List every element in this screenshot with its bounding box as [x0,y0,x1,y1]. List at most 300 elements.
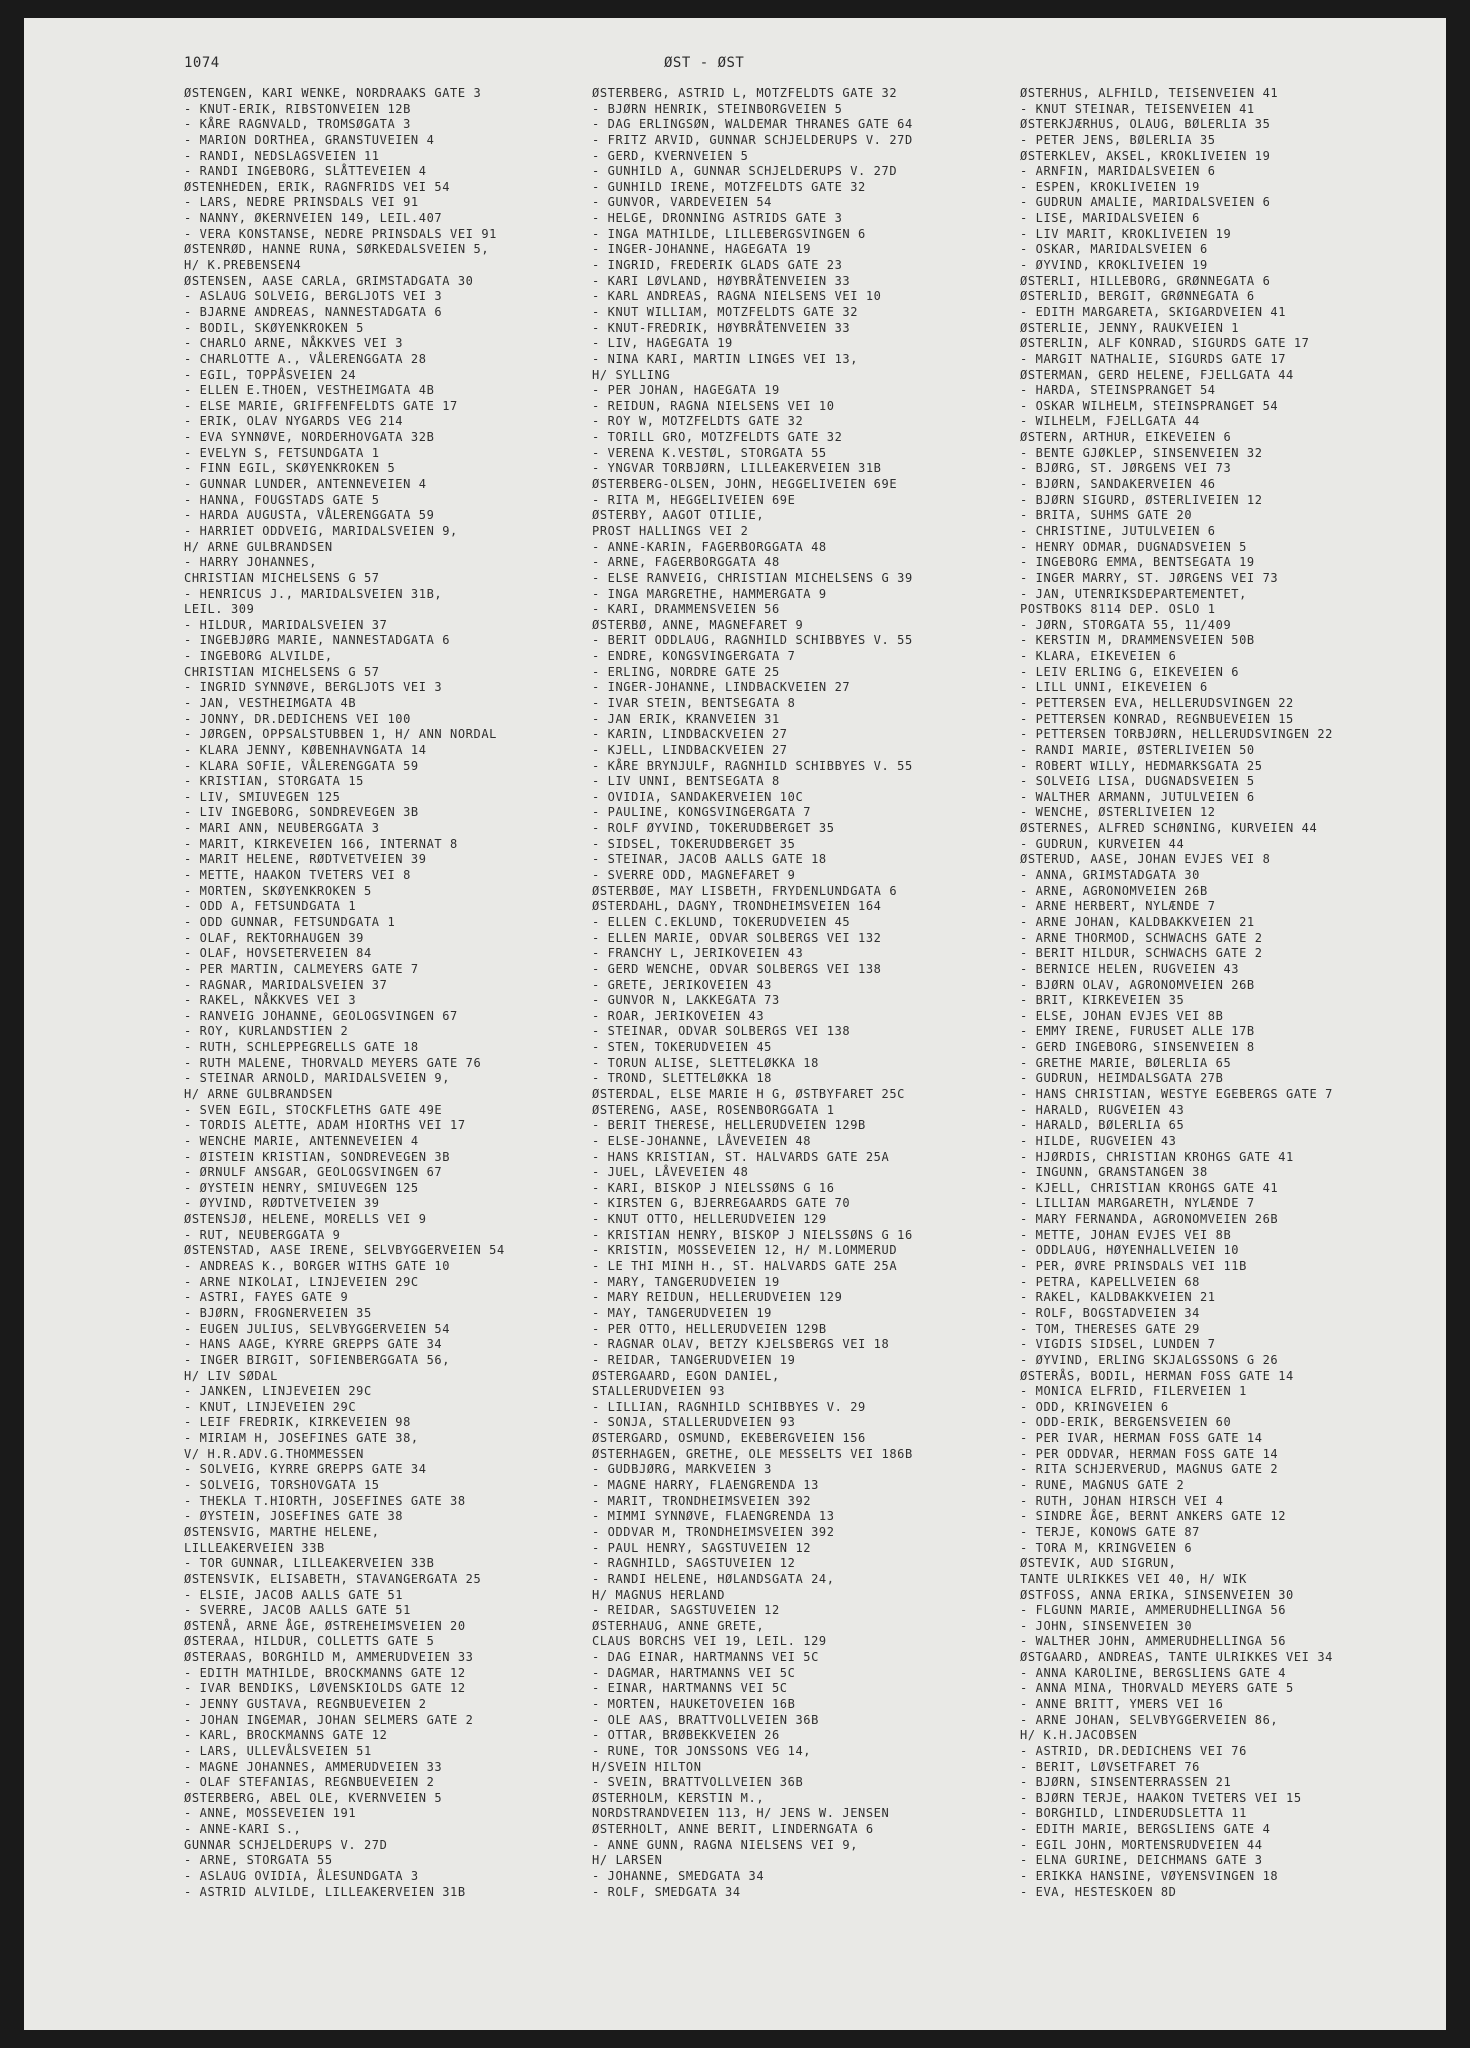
directory-entry: - JOHANNE, SMEDGATA 34 [592,1869,765,1884]
directory-entry: - ERIKKA HANSINE, VØYENSVINGEN 18 [1020,1869,1279,1884]
directory-entry: - HILDUR, MARIDALSVEIEN 37 [184,617,388,632]
directory-entry: - LIV, SMIUVEGEN 125 [184,789,341,804]
directory-entry: STALLERUDVEIEN 93 [592,1384,726,1399]
directory-entry: ØSTERMAN, GERD HELENE, FJELLGATA 44 [1020,367,1294,382]
directory-entry: ØSTERUD, AASE, JOHAN EVJES VEI 8 [1020,852,1271,867]
directory-entry: - VERENA K.VESTØL, STORGATA 55 [592,445,827,460]
directory-entry: ØSTENHEDEN, ERIK, RAGNFRIDS VEI 54 [184,179,451,194]
directory-entry: ØSTERDAL, ELSE MARIE H G, ØSTBYFARET 25C [592,1087,905,1101]
directory-entry: ØSTERLID, BERGIT, GRØNNEGATA 6 [1020,289,1255,304]
directory-entry: H/ K.H.JACOBSEN [1020,1728,1138,1743]
directory-entry: - HARALD, RUGVEIEN 43 [1020,1102,1185,1117]
directory-entry: PROST HALLINGS VEI 2 [592,523,749,538]
directory-entry: - FLGUNN MARIE, AMMERUDHELLINGA 56 [1020,1603,1287,1618]
directory-entry: - LIV MARIT, KROKLIVEIEN 19 [1020,226,1232,241]
directory-entry: - BJØRN, SANDAKERVEIEN 46 [1020,477,1216,492]
directory-entry: - BJØRN OLAV, AGRONOMVEIEN 26B [1020,977,1255,992]
directory-entry: - KARI, BISKOP J NIELSSØNS G 16 [592,1180,835,1195]
directory-entry: - HELGE, DRONNING ASTRIDS GATE 3 [592,211,843,226]
directory-entry: - PER MARTIN, CALMEYERS GATE 7 [184,961,419,976]
directory-entry: - INGEBORG ALVILDE, [184,649,333,664]
directory-entry: - PETTERSEN EVA, HELLERUDSVINGEN 22 [1020,695,1294,710]
directory-entry: - MIMMI SYNNØVE, FLAENGRENDA 13 [592,1509,835,1524]
directory-entry: - ENDRE, KONGSVINGERGATA 7 [592,649,796,664]
directory-entry: - KNUT OTTO, HELLERUDVEIEN 129 [592,1212,827,1227]
directory-entry: - KÅRE BRYNJULF, RAGNHILD SCHIBBYES V. 55 [592,758,913,773]
directory-entry: - RUTH, JOHAN HIRSCH VEI 4 [1020,1493,1224,1508]
directory-entry: - SOLVEIG, TORSHOVGATA 15 [184,1478,380,1493]
directory-entry: ØSTERÅS, BODIL, HERMAN FOSS GATE 14 [1020,1368,1294,1383]
directory-entry: - ASTRID ALVILDE, LILLEAKERVEIEN 31B [184,1884,466,1899]
directory-entry: - HJØRDIS, CHRISTIAN KROHGS GATE 41 [1020,1149,1294,1164]
directory-entry: - HARDA AUGUSTA, VÅLERENGGATA 59 [184,508,435,523]
directory-entry: - LE THI MINH H., ST. HALVARDS GATE 25A [592,1259,898,1274]
directory-entry: - PETTERSEN KONRAD, REGNBUEVEIEN 15 [1020,711,1294,726]
directory-entry: ØSTERENG, AASE, ROSENBORGGATA 1 [592,1102,835,1117]
directory-entry: - ØYSTEIN HENRY, SMIUVEGEN 125 [184,1180,419,1195]
directory-entry: - ANNA, GRIMSTADGATA 30 [1020,868,1200,883]
directory-entry: GUNNAR SCHJELDERUPS V. 27D [184,1837,388,1852]
directory-entry: - GERD WENCHE, ODVAR SOLBERGS VEI 138 [592,961,882,976]
directory-entry: - EUGEN JULIUS, SELVBYGGERVEIEN 54 [184,1321,451,1336]
directory-entry: - OLAF STEFANIAS, REGNBUEVEIEN 2 [184,1775,435,1790]
directory-entry: - BJØRN HENRIK, STEINBORGVEIEN 5 [592,101,843,116]
directory-entry: ØSTENGEN, KARI WENKE, NORDRAAKS GATE 3 [184,86,482,100]
directory-entry: - PER, ØVRE PRINSDALS VEI 11B [1020,1259,1247,1274]
directory-entry: - ASLAUG SOLVEIG, BERGLJOTS VEI 3 [184,289,443,304]
directory-entry: - NINA KARI, MARTIN LINGES VEI 13, [592,351,859,366]
directory-entry: H/ ARNE GULBRANDSEN [184,539,333,554]
directory-entry: ØSTERGAARD, EGON DANIEL, [592,1368,780,1383]
directory-entry: - BERIT HILDUR, SCHWACHS GATE 2 [1020,946,1263,961]
directory-entry: - BERIT, LØVSETFARET 76 [1020,1759,1200,1774]
directory-entry: - INGER-JOHANNE, LINDBACKVEIEN 27 [592,680,851,695]
directory-entry: CHRISTIAN MICHELSENS G 57 [184,664,380,679]
directory-entry: ØSTERKJÆRHUS, OLAUG, BØLERLIA 35 [1020,117,1271,132]
directory-entry: - RANDI HELENE, HØLANDSGATA 24, [592,1571,835,1586]
directory-entry: - EVA, HESTESKOEN 8D [1020,1884,1177,1899]
directory-entry: - ROLF, SMEDGATA 34 [592,1884,741,1899]
directory-entry: - PAULINE, KONGSVINGERGATA 7 [592,805,812,820]
directory-entry: ØSTERAAS, BORGHILD M, AMMERUDVEIEN 33 [184,1650,474,1665]
directory-entry: - RAGNAR OLAV, BETZY KJELSBERGS VEI 18 [592,1337,890,1352]
directory-entry: - GERD, KVERNVEIEN 5 [592,148,749,163]
directory-entry: - LARS, NEDRE PRINSDALS VEI 91 [184,195,419,210]
directory-entry: - ODD, KRINGVEIEN 6 [1020,1399,1169,1414]
directory-entry: - THEKLA T.HIORTH, JOSEFINES GATE 38 [184,1493,466,1508]
directory-entry: - JENNY GUSTAVA, REGNBUEVEIEN 2 [184,1696,427,1711]
directory-entry: - ASLAUG OVIDIA, ÅLESUNDGATA 3 [184,1869,419,1884]
directory-entry: - ELSE RANVEIG, CHRISTIAN MICHELSENS G 39 [592,570,913,585]
directory-entry: - ELSE, JOHAN EVJES VEI 8B [1020,1008,1224,1023]
directory-entry: - BJØRG, ST. JØRGENS VEI 73 [1020,461,1232,476]
directory-entry: - KLARA SOFIE, VÅLERENGGATA 59 [184,758,419,773]
directory-entry: - WALTHER JOHN, AMMERUDHELLINGA 56 [1020,1634,1287,1649]
directory-entry: - RANDI INGEBORG, SLÅTTEVEIEN 4 [184,164,427,179]
directory-entry: - LILLIAN, RAGNHILD SCHIBBYES V. 29 [592,1399,866,1414]
directory-entry: - ØISTEIN KRISTIAN, SONDREVEGEN 3B [184,1149,451,1164]
directory-entry: - RUTH MALENE, THORVALD MEYERS GATE 76 [184,1055,482,1070]
directory-entry: - ROY W, MOTZFELDTS GATE 32 [592,414,804,429]
directory-entry: - REIDUN, RAGNA NIELSENS VEI 10 [592,398,835,413]
directory-entry: - ANNE GUNN, RAGNA NIELSENS VEI 9, [592,1837,859,1852]
directory-entry: - ØYVIND, KROKLIVEIEN 19 [1020,258,1208,273]
directory-entry: - ODD-ERIK, BERGENSVEIEN 60 [1020,1415,1232,1430]
directory-entry: - LIV INGEBORG, SONDREVEGEN 3B [184,805,419,820]
directory-entry: - KJELL, LINDBACKVEIEN 27 [592,742,788,757]
directory-entry: LILLEAKERVEIEN 33B [184,1540,325,1555]
directory-entry: ØSTERKLEV, AKSEL, KROKLIVEIEN 19 [1020,148,1271,163]
directory-entry: ØSTERBØ, ANNE, MAGNEFARET 9 [592,617,804,632]
directory-entry: CHRISTIAN MICHELSENS G 57 [184,570,380,585]
directory-entry: - RAGNHILD, SAGSTUVEIEN 12 [592,1556,796,1571]
directory-entry: - DAG ERLINGSØN, WALDEMAR THRANES GATE 64 [592,117,913,132]
directory-entry: - CHARLO ARNE, NÅKKVES VEI 3 [184,336,404,351]
directory-entry: - TOM, THERESES GATE 29 [1020,1321,1200,1336]
directory-entry: - FRANCHY L, JERIKOVEIEN 43 [592,946,804,961]
directory-entry: - INGER MARRY, ST. JØRGENS VEI 73 [1020,570,1279,585]
directory-entry: - CHRISTINE, JUTULVEIEN 6 [1020,523,1216,538]
directory-entry: - TORUN ALISE, SLETTELØKKA 18 [592,1055,819,1070]
directory-entry: - KARIN, LINDBACKVEIEN 27 [592,727,788,742]
directory-entry: - INGA MARGRETHE, HAMMERGATA 9 [592,586,827,601]
directory-entry: - LEIV ERLING G, EIKEVEIEN 6 [1020,664,1240,679]
directory-entry: - EGIL JOHN, MORTENSRUDVEIEN 44 [1020,1837,1263,1852]
directory-entry: ØSTERHAGEN, GRETHE, OLE MESSELTS VEI 186B [592,1446,913,1461]
directory-entry: - BJØRN, FROGNERVEIEN 35 [184,1305,372,1320]
directory-entry: - SVEIN, BRATTVOLLVEIEN 36B [592,1775,804,1790]
directory-entry: ØSTENSJØ, HELENE, MORELLS VEI 9 [184,1212,427,1227]
directory-entry: - MAGNE HARRY, FLAENGRENDA 13 [592,1478,819,1493]
directory-entry: - BODIL, SKØYENKROKEN 5 [184,320,364,335]
directory-entry: ØSTEVIK, AUD SIGRUN, [1020,1556,1177,1571]
directory-entry: - LEIF FREDRIK, KIRKEVEIEN 98 [184,1415,411,1430]
directory-entry: - GUNVOR, VARDEVEIEN 54 [592,195,772,210]
directory-entry: ØSTERNES, ALFRED SCHØNING, KURVEIEN 44 [1020,821,1318,836]
directory-entry: - WENCHE, ØSTERLIVEIEN 12 [1020,805,1216,820]
directory-entry: - OTTAR, BRØBEKKVEIEN 26 [592,1728,780,1743]
directory-entry: - PER IVAR, HERMAN FOSS GATE 14 [1020,1431,1263,1446]
directory-entry: - KIRSTEN G, BJERREGAARDS GATE 70 [592,1196,851,1211]
directory-page [24,18,1446,2030]
directory-entry: - JANKEN, LINJEVEIEN 29C [184,1384,372,1399]
directory-entry: - ERLING, NORDRE GATE 25 [592,664,780,679]
directory-entry: - ARNE JOHAN, KALDBAKKVEIEN 21 [1020,914,1255,929]
directory-entry: ØSTERLIN, ALF KONRAD, SIGURDS GATE 17 [1020,336,1310,351]
directory-entry: - ELNA GURINE, DEICHMANS GATE 3 [1020,1853,1263,1868]
directory-entry: - MARION DORTHEA, GRANSTUVEIEN 4 [184,132,435,147]
directory-entry: - HARALD, BØLERLIA 65 [1020,1118,1185,1133]
directory-column-1 [184,86,594,1900]
directory-entry: - LIV UNNI, BENTSEGATA 8 [592,774,780,789]
directory-entry: ØSTERDAHL, DAGNY, TRONDHEIMSVEIEN 164 [592,899,882,914]
directory-entry: - GUDBJØRG, MARKVEIEN 3 [592,1462,772,1477]
directory-entry: - DAGMAR, HARTMANNS VEI 5C [592,1665,796,1680]
directory-entry: - ARNE, AGRONOMVEIEN 26B [1020,883,1208,898]
directory-entry: - GRETE, JERIKOVEIEN 43 [592,977,772,992]
directory-entry: - BERIT ODDLAUG, RAGNHILD SCHIBBYES V. 55 [592,633,913,648]
directory-entry: - REIDAR, TANGERUDVEIEN 19 [592,1352,796,1367]
directory-entry: - MARIT, KIRKEVEIEN 166, INTERNAT 8 [184,836,458,851]
directory-entry: - CHARLOTTE A., VÅLERENGGATA 28 [184,351,427,366]
directory-entry: - ODD GUNNAR, FETSUNDGATA 1 [184,914,396,929]
page-number: 1074 [184,55,220,71]
directory-entry: - ELLEN C.EKLUND, TOKERUDVEIEN 45 [592,914,851,929]
directory-entry: - SOLVEIG LISA, DUGNADSVEIEN 5 [1020,774,1255,789]
directory-entry: - PAUL HENRY, SAGSTUVEIEN 12 [592,1540,812,1555]
directory-entry: - MARGIT NATHALIE, SIGURDS GATE 17 [1020,351,1287,366]
directory-entry: - ANNE BRITT, YMERS VEI 16 [1020,1696,1224,1711]
directory-entry: - ESPEN, KROKLIVEIEN 19 [1020,179,1200,194]
directory-entry: - JONNY, DR.DEDICHENS VEI 100 [184,711,411,726]
directory-entry: ØSTERBØE, MAY LISBETH, FRYDENLUNDGATA 6 [592,883,898,898]
directory-entry: - GERD INGEBORG, SINSENVEIEN 8 [1020,1040,1255,1055]
directory-entry: - RAKEL, KALDBAKKVEIEN 21 [1020,1290,1216,1305]
directory-entry: - SVEN EGIL, STOCKFLETHS GATE 49E [184,1102,443,1117]
directory-entry: - BJØRN TERJE, HAAKON TVETERS VEI 15 [1020,1790,1302,1805]
directory-entry: - OVIDIA, SANDAKERVEIEN 10C [592,789,804,804]
directory-entry: - JUEL, LÅVEVEIEN 48 [592,1165,749,1180]
directory-entry: ØSTENSTAD, AASE IRENE, SELVBYGGERVEIEN 54 [184,1243,505,1258]
directory-entry: - ARNFIN, MARIDALSVEIEN 6 [1020,164,1216,179]
directory-entry: - GUNHILD A, GUNNAR SCHJELDERUPS V. 27D [592,164,898,179]
directory-entry: - BORGHILD, LINDERUDSLETTA 11 [1020,1806,1247,1821]
directory-entry: - ØYVIND, ERLING SKJALGSSONS G 26 [1020,1352,1279,1367]
directory-entry: - INGER-JOHANNE, HAGEGATA 19 [592,242,812,257]
directory-entry: - ARNE THORMOD, SCHWACHS GATE 2 [1020,930,1263,945]
directory-entry: - TROND, SLETTELØKKA 18 [592,1071,772,1086]
directory-entry: ØSTERBERG, ABEL OLE, KVERNVEIEN 5 [184,1790,443,1805]
directory-entry: - TOR GUNNAR, LILLEAKERVEIEN 33B [184,1556,435,1571]
directory-entry: H/ LIV SØDAL [184,1368,278,1383]
directory-entry: - INGRID SYNNØVE, BERGLJOTS VEI 3 [184,680,443,695]
directory-entry: - MAGNE JOHANNES, AMMERUDVEIEN 33 [184,1759,443,1774]
directory-entry: ØSTGAARD, ANDREAS, TANTE ULRIKKES VEI 34 [1020,1650,1333,1665]
directory-entry: - KNUT WILLIAM, MOTZFELDTS GATE 32 [592,304,859,319]
directory-entry: - INGEBORG EMMA, BENTSEGATA 19 [1020,555,1255,570]
directory-column-3 [1020,86,1450,1900]
directory-entry: - JAN, VESTHEIMGATA 4B [184,695,357,710]
directory-entry: - GUNNAR LUNDER, ANTENNEVEIEN 4 [184,477,427,492]
directory-entry: - SVERRE ODD, MAGNEFARET 9 [592,868,796,883]
directory-entry: - MORTEN, SKØYENKROKEN 5 [184,883,372,898]
directory-entry: - KNUT STEINAR, TEISENVEIEN 41 [1020,101,1255,116]
directory-entry: ØSTERN, ARTHUR, EIKEVEIEN 6 [1020,430,1232,445]
directory-entry: H/ MAGNUS HERLAND [592,1587,726,1602]
directory-entry: - STEINAR ARNOLD, MARIDALSVEIEN 9, [184,1071,451,1086]
directory-column-2 [592,86,1012,1900]
directory-entry: - BRITA, SUHMS GATE 20 [1020,508,1193,523]
directory-entry: - WALTHER ARMANN, JUTULVEIEN 6 [1020,789,1255,804]
directory-entry: ØSTERBERG, ASTRID L, MOTZFELDTS GATE 32 [592,86,898,100]
directory-entry: - ELLEN E.THOEN, VESTHEIMGATA 4B [184,383,435,398]
directory-entry: - TORILL GRO, MOTZFELDTS GATE 32 [592,430,843,445]
directory-entry: - SVERRE, JACOB AALLS GATE 51 [184,1603,411,1618]
directory-entry: - KLARA JENNY, KØBENHAVNGATA 14 [184,742,427,757]
directory-entry: - IVAR BENDIKS, LØVENSKIOLDS GATE 12 [184,1681,466,1696]
directory-entry: - TORA M, KRINGVEIEN 6 [1020,1540,1193,1555]
directory-entry: - ARNE NIKOLAI, LINJEVEIEN 29C [184,1274,419,1289]
directory-entry: ØSTERHOLM, KERSTIN M., [592,1790,765,1805]
directory-entry: - MIRIAM H, JOSEFINES GATE 38, [184,1431,419,1446]
directory-entry: V/ H.R.ADV.G.THOMMESSEN [184,1446,364,1461]
directory-entry: - ODDLAUG, HØYENHALLVEIEN 10 [1020,1243,1240,1258]
directory-entry: - HENRY ODMAR, DUGNADSVEIEN 5 [1020,539,1247,554]
directory-entry: - INGER BIRGIT, SOFIENBERGGATA 56, [184,1352,451,1367]
directory-entry: - FINN EGIL, SKØYENKROKEN 5 [184,461,396,476]
directory-entry: - RANDI, NEDSLAGSVEIEN 11 [184,148,380,163]
directory-entry: H/SVEIN HILTON [592,1759,702,1774]
directory-entry: ØSTERBY, AAGOT OTILIE, [592,508,765,523]
directory-entry: - MARI ANN, NEUBERGGATA 3 [184,821,380,836]
directory-entry: - NANNY, ØKERNVEIEN 149, LEIL.407 [184,211,443,226]
directory-entry: - TORDIS ALETTE, ADAM HIORTHS VEI 17 [184,1118,466,1133]
directory-entry: - VIGDIS SIDSEL, LUNDEN 7 [1020,1337,1216,1352]
directory-entry: - ØRNULF ANSGAR, GEOLOGSVINGEN 67 [184,1165,443,1180]
directory-entry: - HENRICUS J., MARIDALSVEIEN 31B, [184,586,443,601]
directory-entry: - ØYVIND, RØDTVETVEIEN 39 [184,1196,380,1211]
directory-entry: - GUDRUN, HEIMDALSGATA 27B [1020,1071,1224,1086]
directory-entry: - RAKEL, NÅKKVES VEI 3 [184,993,357,1008]
directory-entry: - ERIK, OLAV NYGARDS VEG 214 [184,414,404,429]
directory-entry: - RITA SCHJERVERUD, MAGNUS GATE 2 [1020,1462,1279,1477]
directory-entry: - DAG EINAR, HARTMANNS VEI 5C [592,1650,819,1665]
directory-entry: - OLAF, HOVSETERVEIEN 84 [184,946,372,961]
directory-entry: - RANDI MARIE, ØSTERLIVEIEN 50 [1020,742,1255,757]
directory-entry: H/ SYLLING [592,367,671,382]
directory-entry: - HARRIET ODDVEIG, MARIDALSVEIEN 9, [184,523,458,538]
directory-entry: ØSTENÅ, ARNE ÅGE, ØSTREHEIMSVEIEN 20 [184,1618,466,1633]
directory-entry: - HILDE, RUGVEIEN 43 [1020,1133,1177,1148]
directory-entry: - ODD A, FETSUNDGATA 1 [184,899,357,914]
directory-entry: - JAN, UTENRIKSDEPARTEMENTET, [1020,586,1247,601]
directory-entry: - VERA KONSTANSE, NEDRE PRINSDALS VEI 91 [184,226,497,241]
directory-entry: - ANNA KAROLINE, BERGSLIENS GATE 4 [1020,1665,1287,1680]
directory-entry: - KARI LØVLAND, HØYBRÅTENVEIEN 33 [592,273,851,288]
directory-entry: - KRISTIN, MOSSEVEIEN 12, H/ M.LOMMERUD [592,1243,898,1258]
directory-entry: - KERSTIN M, DRAMMENSVEIEN 50B [1020,633,1255,648]
directory-entry: - RUNE, MAGNUS GATE 2 [1020,1478,1185,1493]
directory-entry: - FRITZ ARVID, GUNNAR SCHJELDERUPS V. 27D [592,132,913,147]
directory-entry: - ROBERT WILLY, HEDMARKSGATA 25 [1020,758,1263,773]
directory-entry: - ROLF, BOGSTADVEIEN 34 [1020,1305,1200,1320]
directory-entry: - EVELYN S, FETSUNDGATA 1 [184,445,380,460]
directory-entry: - KLARA, EIKEVEIEN 6 [1020,649,1177,664]
directory-entry: - KRISTIAN HENRY, BISKOP J NIELSSØNS G 16 [592,1227,913,1242]
directory-entry: - HANS KRISTIAN, ST. HALVARDS GATE 25A [592,1149,890,1164]
directory-entry: - TERJE, KONOWS GATE 87 [1020,1524,1200,1539]
directory-entry: H/ LARSEN [592,1853,663,1868]
directory-entry: - KNUT, LINJEVEIEN 29C [184,1399,357,1414]
directory-entry: ØSTENRØD, HANNE RUNA, SØRKEDALSVEIEN 5, [184,242,490,257]
directory-entry: - OLAF, REKTORHAUGEN 39 [184,930,364,945]
directory-entry: - HANS AAGE, KYRRE GREPPS GATE 34 [184,1337,443,1352]
directory-entry: CLAUS BORCHS VEI 19, LEIL. 129 [592,1634,827,1649]
directory-entry: - GUDRUN AMALIE, MARIDALSVEIEN 6 [1020,195,1271,210]
directory-entry: - BERIT THERESE, HELLERUDVEIEN 129B [592,1118,866,1133]
directory-entry: - IVAR STEIN, BENTSEGATA 8 [592,695,796,710]
directory-entry: - LILLIAN MARGARETH, NYLÆNDE 7 [1020,1196,1255,1211]
directory-entry: - MONICA ELFRID, FILERVEIEN 1 [1020,1384,1247,1399]
directory-entry: ØSTENSEN, AASE CARLA, GRIMSTADGATA 30 [184,273,474,288]
directory-entry: - WENCHE MARIE, ANTENNEVEIEN 4 [184,1133,419,1148]
directory-entry: - ARNE, STORGATA 55 [184,1853,333,1868]
directory-entry: - ANDREAS K., BORGER WITHS GATE 10 [184,1259,451,1274]
directory-entry: - LARS, ULLEVÅLSVEIEN 51 [184,1743,372,1758]
directory-entry: - ØYSTEIN, JOSEFINES GATE 38 [184,1509,404,1524]
directory-entry: - MORTEN, HAUKETOVEIEN 16B [592,1696,796,1711]
directory-entry: - STEN, TOKERUDVEIEN 45 [592,1040,772,1055]
directory-entry: - JOHAN INGEMAR, JOHAN SELMERS GATE 2 [184,1712,474,1727]
directory-entry: ØSTERLI, HILLEBORG, GRØNNEGATA 6 [1020,273,1271,288]
directory-entry: - SINDRE ÅGE, BERNT ANKERS GATE 12 [1020,1509,1287,1524]
directory-entry: - LILL UNNI, EIKEVEIEN 6 [1020,680,1208,695]
directory-entry: - OLE AAS, BRATTVOLLVEIEN 36B [592,1712,819,1727]
directory-entry: - INGRID, FREDERIK GLADS GATE 23 [592,258,843,273]
directory-entry: - ARNE JOHAN, SELVBYGGERVEIEN 86, [1020,1712,1279,1727]
directory-entry: - EDITH MATHILDE, BROCKMANNS GATE 12 [184,1665,466,1680]
directory-entry: - SONJA, STALLERUDVEIEN 93 [592,1415,796,1430]
directory-entry: - SIDSEL, TOKERUDBERGET 35 [592,836,796,851]
directory-entry: - YNGVAR TORBJØRN, LILLEAKERVEIEN 31B [592,461,882,476]
directory-entry: - KJELL, CHRISTIAN KROHGS GATE 41 [1020,1180,1279,1195]
directory-entry: ØSTERBERG-OLSEN, JOHN, HEGGELIVEIEN 69E [592,477,898,492]
directory-entry: - REIDAR, SAGSTUVEIEN 12 [592,1603,780,1618]
directory-entry: - EDITH MARGARETA, SKIGARDVEIEN 41 [1020,304,1287,319]
directory-entry: - RUNE, TOR JONSSONS VEG 14, [592,1743,812,1758]
directory-entry: - KARI, DRAMMENSVEIEN 56 [592,602,780,617]
directory-entry: - EMMY IRENE, FURUSET ALLE 17B [1020,1024,1255,1039]
directory-entry: - KRISTIAN, STORGATA 15 [184,774,364,789]
directory-entry: - ANNE, MOSSEVEIEN 191 [184,1806,357,1821]
directory-entry: - HARDA, STEINSPRANGET 54 [1020,383,1216,398]
directory-entry: - ARNE, FAGERBORGGATA 48 [592,555,780,570]
directory-entry: H/ ARNE GULBRANDSEN [184,1087,333,1101]
directory-entry: - METTE, JOHAN EVJES VEI 8B [1020,1227,1232,1242]
page-range-header: ØST - ØST [664,55,745,71]
directory-entry: - JAN ERIK, KRANVEIEN 31 [592,711,780,726]
directory-entry: - GUNHILD IRENE, MOTZFELDTS GATE 32 [592,179,866,194]
directory-entry: - ODDVAR M, TRONDHEIMSVEIEN 392 [592,1524,835,1539]
directory-entry: ØSTERHOLT, ANNE BERIT, LINDERNGATA 6 [592,1822,874,1837]
directory-entry: ØSTERHAUG, ANNE GRETE, [592,1618,765,1633]
directory-entry: - RANVEIG JOHANNE, GEOLOGSVINGEN 67 [184,1008,458,1023]
directory-entry: - ASTRID, DR.DEDICHENS VEI 76 [1020,1743,1247,1758]
directory-entry: - OSKAR WILHELM, STEINSPRANGET 54 [1020,398,1279,413]
directory-entry: - BENTE GJØKLEP, SINSENVEIEN 32 [1020,445,1263,460]
directory-entry: - BJØRN SIGURD, ØSTERLIVEIEN 12 [1020,492,1263,507]
directory-entry: - KÅRE RAGNVALD, TROMSØGATA 3 [184,117,411,132]
directory-entry: ØSTENSVIG, MARTHE HELENE, [184,1524,380,1539]
directory-entry: - MAY, TANGERUDVEIEN 19 [592,1305,772,1320]
directory-entry: - ANNA MINA, THORVALD MEYERS GATE 5 [1020,1681,1294,1696]
directory-entry: - MARY FERNANDA, AGRONOMVEIEN 26B [1020,1212,1279,1227]
directory-entry: LEIL. 309 [184,602,255,617]
directory-entry: - METTE, HAAKON TVETERS VEI 8 [184,868,411,883]
directory-entry: - INGUNN, GRANSTANGEN 38 [1020,1165,1208,1180]
directory-entry: - RITA M, HEGGELIVEIEN 69E [592,492,796,507]
directory-entry: - STEINAR, JACOB AALLS GATE 18 [592,852,827,867]
directory-entry: - SOLVEIG, KYRRE GREPPS GATE 34 [184,1462,427,1477]
directory-entry: - MARY REIDUN, HELLERUDVEIEN 129 [592,1290,843,1305]
directory-entry: - ASTRI, FAYES GATE 9 [184,1290,349,1305]
directory-entry: - ARNE HERBERT, NYLÆNDE 7 [1020,899,1216,914]
directory-entry: - BJARNE ANDREAS, NANNESTADGATA 6 [184,304,443,319]
directory-entry: - PER ODDVAR, HERMAN FOSS GATE 14 [1020,1446,1279,1461]
directory-entry: - PETRA, KAPELLVEIEN 68 [1020,1274,1200,1289]
directory-entry: - HANNA, FOUGSTADS GATE 5 [184,492,380,507]
directory-entry: - RAGNAR, MARIDALSVEIEN 37 [184,977,388,992]
